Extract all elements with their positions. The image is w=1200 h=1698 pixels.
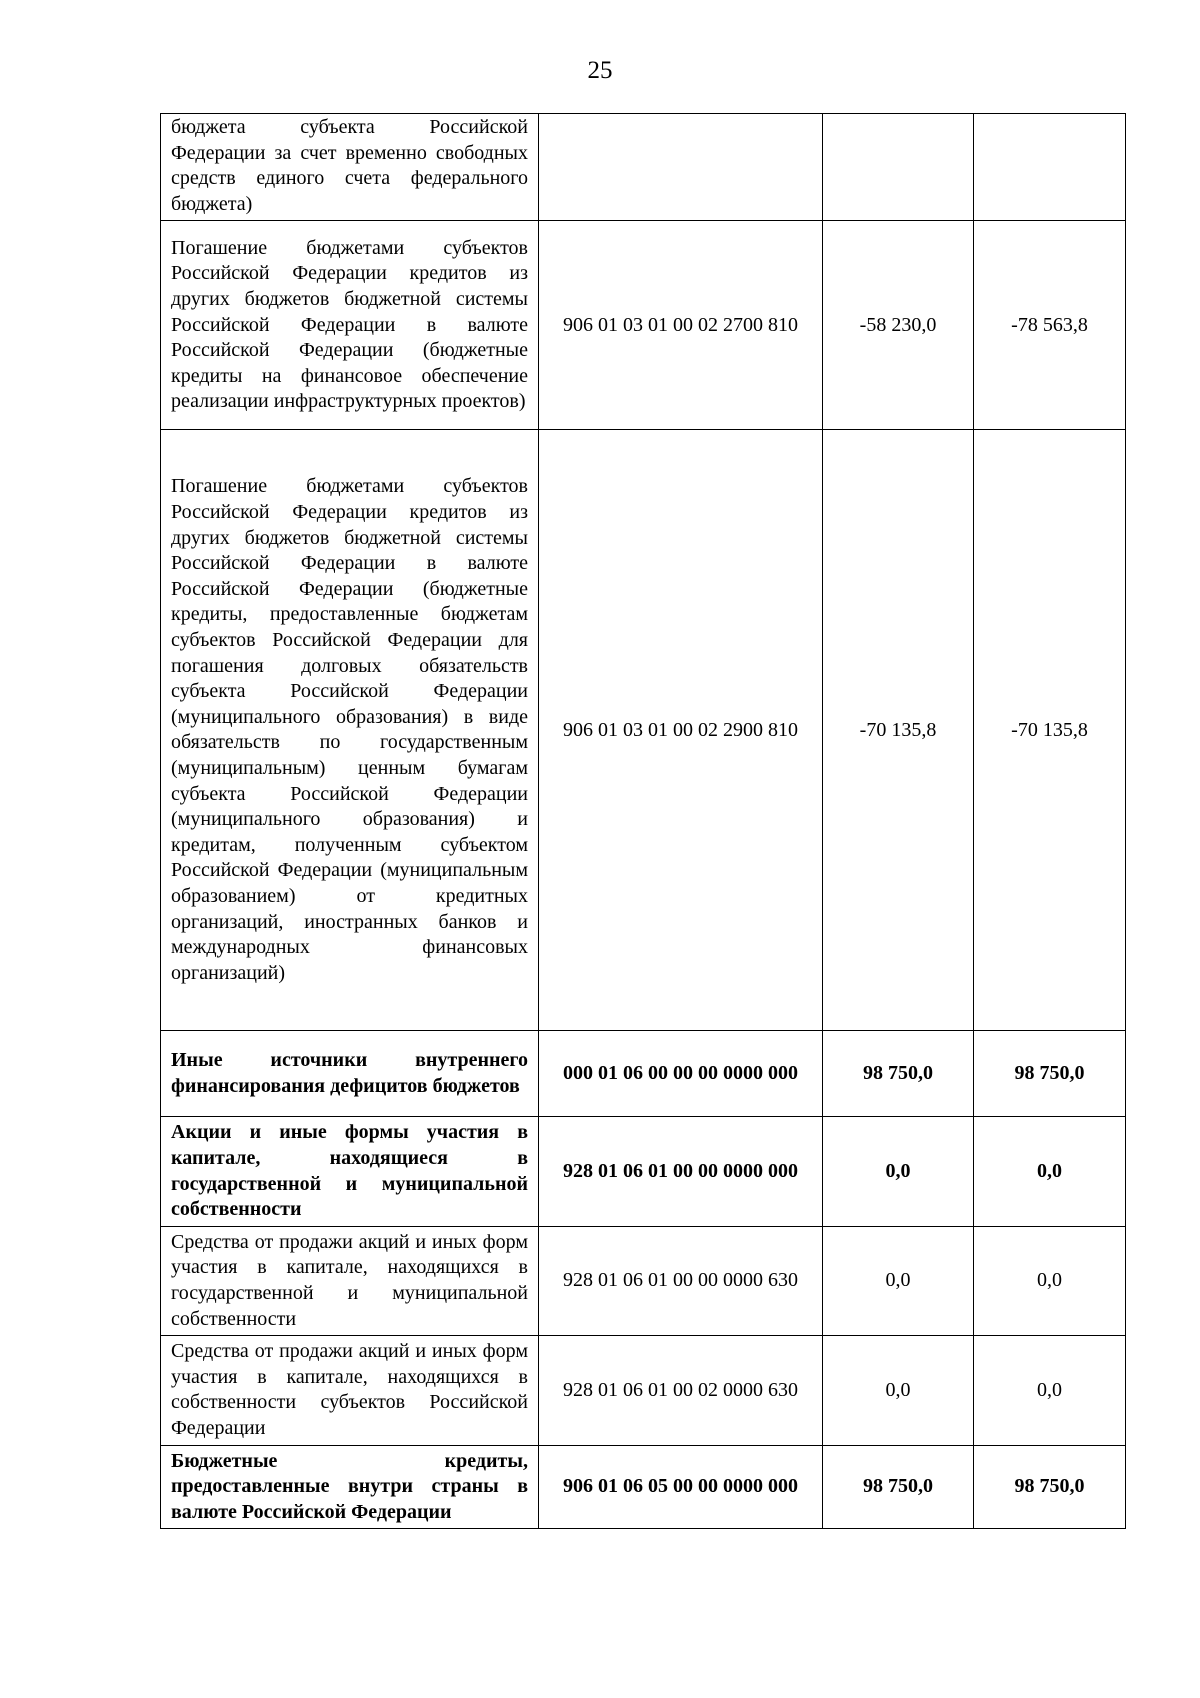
table-row [161,1226,1126,1335]
table-row [161,1031,1126,1117]
row-value-1 [823,114,974,221]
budget-sources-table [160,113,1126,1529]
table-row [161,1445,1126,1529]
table-row [161,1117,1126,1226]
row-name: Акции и иные формы участия в капитале, находящиеся в государственной и муниципальной собственности [161,1117,539,1226]
row-value-2: 0,0 [974,1226,1126,1335]
row-name: Средства от продажи акций и иных форм участия в капитале, находящихся в собственности субъектов Российской Федерации [161,1336,539,1445]
row-code: 906 01 06 05 00 00 0000 000 [539,1445,823,1529]
row-value-2: -70 135,8 [974,430,1126,1031]
row-value-1: 0,0 [823,1226,974,1335]
row-code: 928 01 06 01 00 00 0000 630 [539,1226,823,1335]
row-name: Погашение бюджетами субъектов Российской Федерации кредитов из других бюджетов бюджетной системы Российской Федерации в валюте Российской Федерации (бюджетные кредиты, предоставленные бюджетам субъектов Российской Федерации для погашения долговых обязательств субъекта Российской Федерации (муниципального образования) в виде обязательств по государственным (муниципальным) ценным бумагам субъекта Российской Федерации (муниципального образования) и кредитам, полученным субъектом Российской Федерации (муниципальным образованием) от кредитных организаций, иностранных банков и международных финансовых организаций) [161,430,539,1031]
row-name: Средства от продажи акций и иных форм участия в капитале, находящихся в государственной и муниципальной собственности [161,1226,539,1335]
row-code: 928 01 06 01 00 02 0000 630 [539,1336,823,1445]
table-row [161,221,1126,430]
table-row [161,430,1126,1031]
row-code: 906 01 03 01 00 02 2700 810 [539,221,823,430]
row-value-2: 0,0 [974,1336,1126,1445]
table-row [161,1336,1126,1445]
row-code [539,114,823,221]
row-name: Погашение бюджетами субъектов Российской Федерации кредитов из других бюджетов бюджетной системы Российской Федерации в валюте Российской Федерации (бюджетные кредиты на финансовое обеспечение реализации инфраструктурных проектов) [161,221,539,430]
row-value-1: 0,0 [823,1117,974,1226]
page-number: 25 [587,57,613,84]
row-name: бюджета субъекта Российской Федерации за счет временно свободных средств единого счета федерального бюджета) [161,114,539,221]
row-value-2: 0,0 [974,1117,1126,1226]
row-value-1: 98 750,0 [823,1445,974,1529]
table-row [161,114,1126,221]
row-value-2 [974,114,1126,221]
row-value-1: -70 135,8 [823,430,974,1031]
row-code: 000 01 06 00 00 00 0000 000 [539,1031,823,1117]
row-value-2: 98 750,0 [974,1031,1126,1117]
row-code: 928 01 06 01 00 00 0000 000 [539,1117,823,1226]
row-value-1: 98 750,0 [823,1031,974,1117]
row-value-2: -78 563,8 [974,221,1126,430]
row-value-1: 0,0 [823,1336,974,1445]
row-value-2: 98 750,0 [974,1445,1126,1529]
row-name: Бюджетные кредиты, предоставленные внутри страны в валюте Российской Федерации [161,1445,539,1529]
row-name: Иные источники внутреннего финансирования дефицитов бюджетов [161,1031,539,1117]
row-value-1: -58 230,0 [823,221,974,430]
row-code: 906 01 03 01 00 02 2900 810 [539,430,823,1031]
